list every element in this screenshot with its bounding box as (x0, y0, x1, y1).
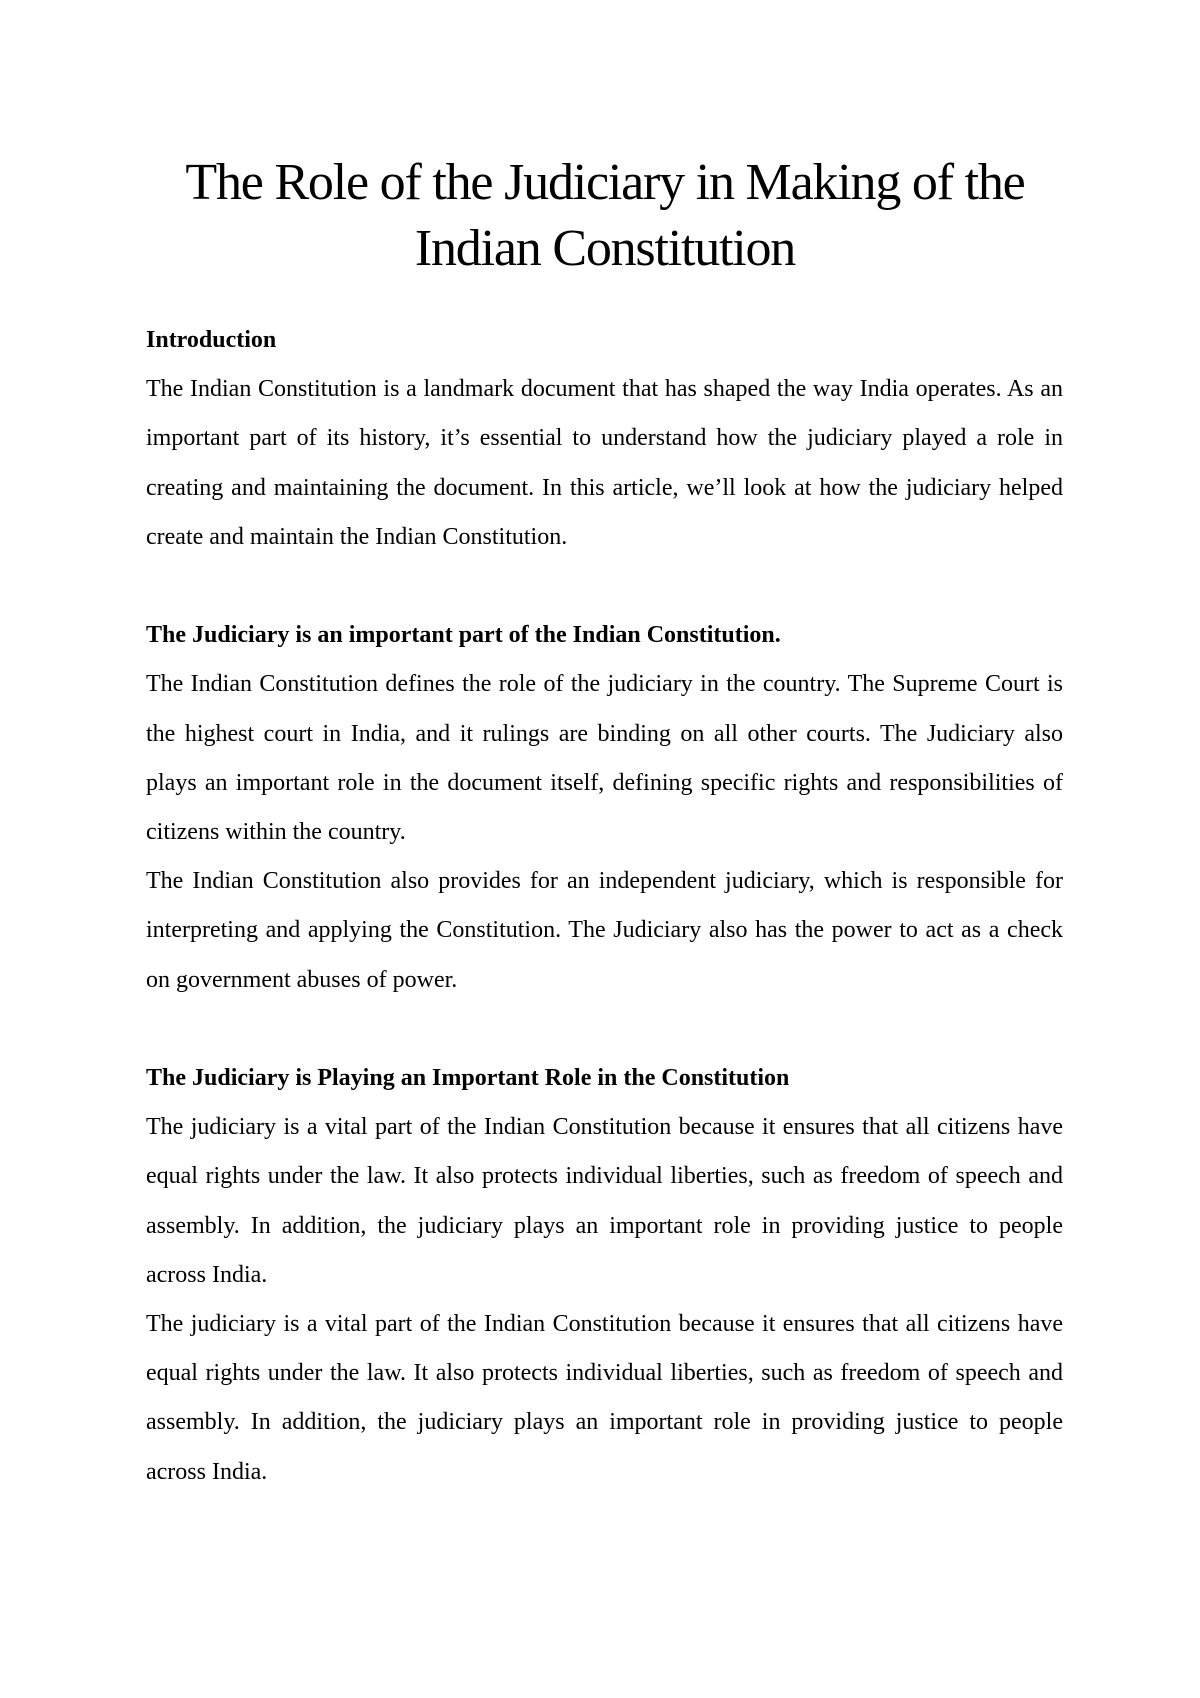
section-spacer (146, 562, 1063, 611)
section-spacer (146, 1005, 1063, 1054)
paragraph: The judiciary is a vital part of the Indian Constitution because it ensures that all citizens have equal rights under the law. It also protects individual liberties, such as freedom of speech and assembly. In addition, the judiciary plays an important role in providing justice to people across India. (146, 1114, 1063, 1288)
document-title: The Role of the Judiciary in Making of the Indian Constitution (185, 154, 1025, 277)
paragraph: The Indian Constitution defines the role of the judiciary in the country. The Supreme Court is the highest court in India, and it rulings are binding on all other courts. The Judiciary also plays an important role in the document itself, defining specific rights and responsibilities of citizens within the country. (146, 671, 1063, 846)
section-heading: Introduction (146, 327, 277, 353)
section-judiciary-playing-role (146, 1054, 1063, 1497)
section-heading: The Judiciary is an important part of the Indian Constitution. (146, 622, 781, 649)
document-body (146, 316, 1063, 1497)
section-heading: The Judiciary is Playing an Important Role in the Constitution (146, 1065, 790, 1092)
section-judiciary-important-part (146, 611, 1063, 1005)
paragraph: The Indian Constitution is a landmark document that has shaped the way India operates. As an important part of its history, it’s essential to understand how the judiciary played a role in creating and maintaining the document. In this article, we’ll look at how the judiciary helped create and maintain the Indian Constitution. (146, 376, 1063, 550)
paragraph: The judiciary is a vital part of the Indian Constitution because it ensures that all citizens have equal rights under the law. It also protects individual liberties, such as freedom of speech and assembly. In addition, the judiciary plays an important role in providing justice to people across India. (146, 1311, 1063, 1485)
section-introduction (146, 316, 1063, 562)
paragraph: The Indian Constitution also provides for an independent judiciary, which is responsible for interpreting and applying the Constitution. The Judiciary also has the power to act as a check on government abuses of power. (146, 868, 1063, 993)
